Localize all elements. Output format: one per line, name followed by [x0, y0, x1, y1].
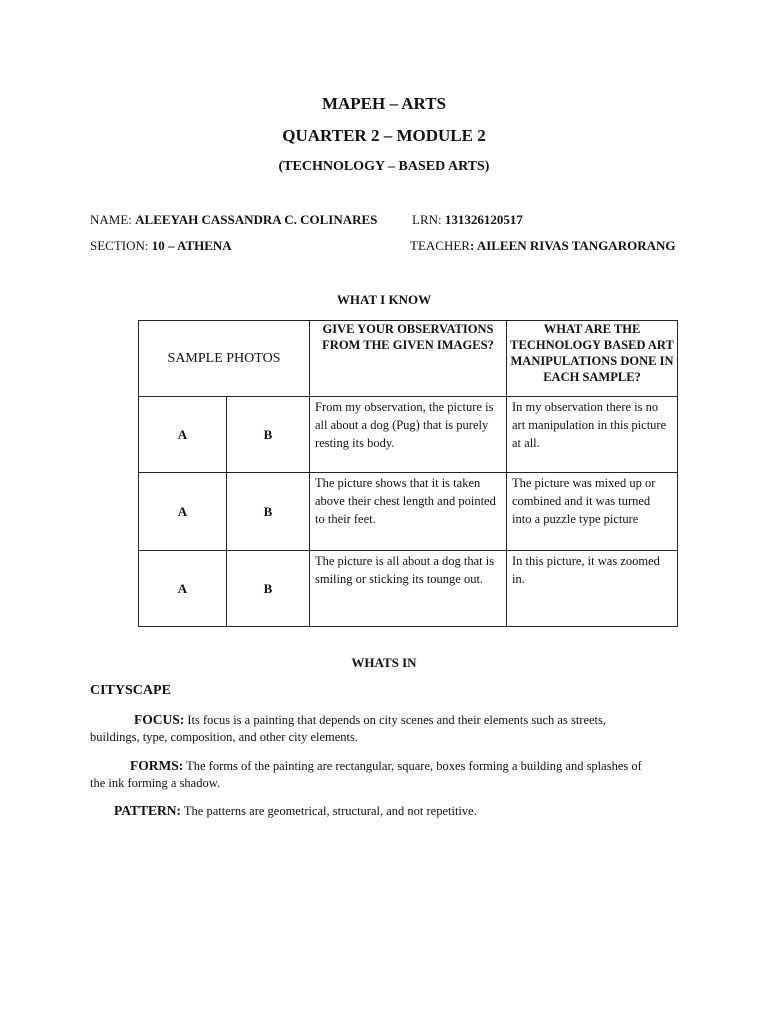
photo-b-label: B — [227, 473, 310, 551]
observations-header: GIVE YOUR OBSERVATIONS FROM THE GIVEN IMAGES? — [310, 321, 507, 397]
manipulation-cell: The picture was mixed up or combined and it was turned into a puzzle type picture — [507, 473, 678, 551]
teacher-line — [410, 238, 675, 254]
pattern-paragraph — [90, 802, 650, 820]
pattern-label: PATTERN: — [114, 803, 181, 818]
section-label: SECTION: — [90, 238, 152, 253]
table-row — [139, 473, 678, 551]
page-subtitle: (TECHNOLOGY – BASED ARTS) — [278, 159, 490, 174]
observation-cell: The picture shows that it is taken above their chest length and pointed to their feet. — [310, 473, 507, 551]
lrn-label: LRN: — [412, 212, 445, 227]
forms-paragraph — [90, 757, 650, 792]
teacher-label: TEACHER — [410, 238, 470, 253]
lrn-line — [412, 212, 523, 228]
observation-cell: From my observation, the picture is all about a dog (Pug) that is purely resting its body. — [310, 397, 507, 473]
table-row — [139, 551, 678, 627]
observation-cell: The picture is all about a dog that is smiling or sticking its tounge out. — [310, 551, 507, 627]
whats-in-heading: WHATS IN — [351, 655, 417, 670]
pattern-text: The patterns are geometrical, structural, and not repetitive. — [181, 804, 477, 818]
table-row — [139, 397, 678, 473]
name-label: NAME: — [90, 212, 136, 227]
photo-a-label: A — [139, 397, 227, 473]
manipulations-header: WHAT ARE THE TECHNOLOGY BASED ART MANIPULATIONS DONE IN EACH SAMPLE? — [507, 321, 678, 397]
section-value: 10 – ATHENA — [151, 238, 232, 253]
page-title: MAPEH – ARTS — [321, 94, 447, 113]
forms-label: FORMS: — [130, 758, 184, 773]
manipulation-cell: In my observation there is no art manipulation in this picture at all. — [507, 397, 678, 473]
sample-photos-header: SAMPLE PHOTOS — [139, 321, 310, 397]
what-i-know-table — [138, 320, 678, 627]
lrn-value: 131326120517 — [444, 212, 523, 227]
table-header-row — [139, 321, 678, 397]
name-line — [90, 212, 377, 228]
module-title: QUARTER 2 – MODULE 2 — [282, 126, 486, 145]
focus-paragraph — [90, 711, 650, 746]
photo-a-label: A — [139, 551, 227, 627]
photo-b-label: B — [227, 551, 310, 627]
name-value: ALEEYAH CASSANDRA C. COLINARES — [135, 212, 378, 227]
forms-text: The forms of the painting are rectangular, square, boxes forming a building and splashes of the ink forming a shadow. — [90, 759, 642, 790]
photo-b-label: B — [227, 397, 310, 473]
photo-a-label: A — [139, 473, 227, 551]
section-line — [90, 238, 232, 254]
focus-text: Its focus is a painting that depends on city scenes and their elements such as streets, buildings, type, composition, and other city elements. — [90, 713, 607, 744]
manipulation-cell: In this picture, it was zoomed in. — [507, 551, 678, 627]
teacher-value: : AILEEN RIVAS TANGARORANG — [469, 238, 676, 253]
what-i-know-heading: WHAT I KNOW — [336, 292, 432, 307]
focus-label: FOCUS: — [134, 712, 185, 727]
cityscape-heading: CITYSCAPE — [90, 683, 171, 698]
